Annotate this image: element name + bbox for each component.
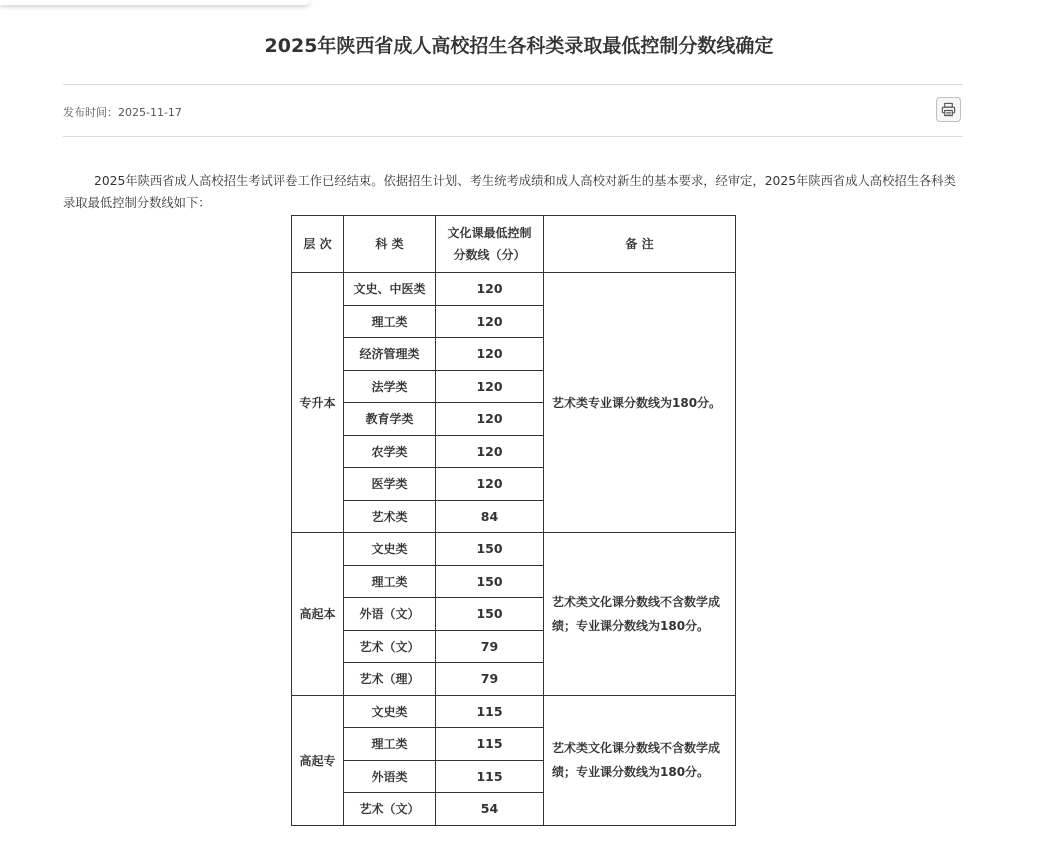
score-cell: 120 bbox=[436, 435, 544, 468]
print-button[interactable] bbox=[936, 97, 961, 122]
score-cell: 115 bbox=[436, 728, 544, 761]
publish-label: 发布时间： bbox=[63, 106, 118, 119]
score-cell: 115 bbox=[436, 695, 544, 728]
category-cell: 文史、中医类 bbox=[344, 273, 436, 306]
category-cell: 理工类 bbox=[344, 565, 436, 598]
title-divider bbox=[63, 84, 963, 85]
score-cell: 150 bbox=[436, 565, 544, 598]
header-score bbox=[436, 216, 544, 273]
score-cell: 84 bbox=[436, 500, 544, 533]
score-table bbox=[291, 215, 736, 826]
table-row bbox=[292, 695, 736, 728]
score-cell: 120 bbox=[436, 403, 544, 436]
score-cell: 79 bbox=[436, 663, 544, 696]
level-cell: 高起专 bbox=[292, 695, 344, 825]
table-header-row bbox=[292, 216, 736, 273]
intro-paragraph: 2025年陕西省成人高校招生考试评卷工作已经结束。依据招生计划、考生统考成绩和成人高校对新生的基本要求，经审定，2025年陕西省成人高校招生各科类录取最低控制分数线如下： bbox=[63, 174, 956, 210]
level-cell: 专升本 bbox=[292, 273, 344, 533]
category-cell: 医学类 bbox=[344, 468, 436, 501]
header-level: 层 次 bbox=[292, 216, 344, 273]
category-cell: 法学类 bbox=[344, 370, 436, 403]
category-cell: 理工类 bbox=[344, 305, 436, 338]
category-cell: 文史类 bbox=[344, 695, 436, 728]
score-cell: 54 bbox=[436, 793, 544, 826]
score-cell: 150 bbox=[436, 533, 544, 566]
meta-divider bbox=[63, 136, 963, 137]
category-cell: 外语（文） bbox=[344, 598, 436, 631]
score-cell: 120 bbox=[436, 338, 544, 371]
category-cell: 艺术（文） bbox=[344, 793, 436, 826]
note-cell: 艺术类文化课分数线不含数学成绩；专业课分数线为180分。 bbox=[544, 695, 736, 825]
score-cell: 115 bbox=[436, 760, 544, 793]
score-cell: 120 bbox=[436, 273, 544, 306]
header-category: 科 类 bbox=[344, 216, 436, 273]
top-overlay-edge bbox=[0, 0, 310, 5]
category-cell: 艺术（文） bbox=[344, 630, 436, 663]
publish-info bbox=[63, 104, 182, 120]
category-cell: 外语类 bbox=[344, 760, 436, 793]
category-cell: 艺术类 bbox=[344, 500, 436, 533]
score-cell: 120 bbox=[436, 305, 544, 338]
printer-icon bbox=[941, 102, 956, 117]
score-cell: 120 bbox=[436, 468, 544, 501]
score-cell: 150 bbox=[436, 598, 544, 631]
category-cell: 艺术（理） bbox=[344, 663, 436, 696]
header-score-line1: 文化课最低控制 bbox=[447, 226, 532, 240]
table-row bbox=[292, 533, 736, 566]
category-cell: 教育学类 bbox=[344, 403, 436, 436]
publish-date: 2025-11-17 bbox=[118, 106, 182, 119]
table-row bbox=[292, 273, 736, 306]
category-cell: 理工类 bbox=[344, 728, 436, 761]
score-cell: 79 bbox=[436, 630, 544, 663]
category-cell: 文史类 bbox=[344, 533, 436, 566]
note-cell: 艺术类文化课分数线不含数学成绩；专业课分数线为180分。 bbox=[544, 533, 736, 696]
category-cell: 经济管理类 bbox=[344, 338, 436, 371]
table-body bbox=[292, 273, 736, 826]
page-title: 2025年陕西省成人高校招生各科类录取最低控制分数线确定 bbox=[264, 35, 774, 57]
level-cell: 高起本 bbox=[292, 533, 344, 696]
note-cell: 艺术类专业课分数线为180分。 bbox=[544, 273, 736, 533]
header-note: 备 注 bbox=[544, 216, 736, 273]
header-score-line2: 分数线（分） bbox=[453, 248, 526, 262]
category-cell: 农学类 bbox=[344, 435, 436, 468]
score-cell: 120 bbox=[436, 370, 544, 403]
